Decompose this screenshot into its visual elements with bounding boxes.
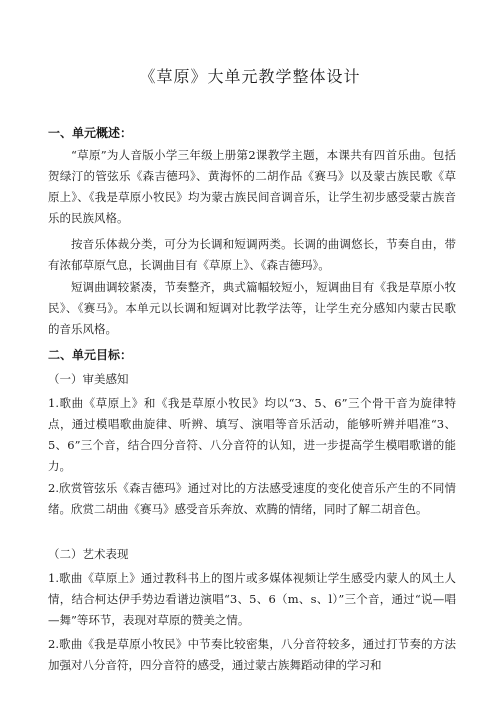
overview-paragraph-2: 按音乐体裁分类，可分为长调和短调两类。长调的曲调悠长，节奏自由，带有浓郁草原气息，长调曲目有《草原上》、《森吉德玛》。 bbox=[48, 237, 456, 272]
overview-paragraph-1: “草原”为人音版小学三年级上册第2课教学主题，本课共有四首乐曲。包括贺绿汀的管弦乐《森吉德玛》、黄海怀的二胡作品《赛马》以及蒙古族民歌《草原上》、《我是草原小牧民》均为蒙古族民间音调音乐，让学生初步感受蒙古族音乐的民族风格。 bbox=[48, 148, 456, 225]
goal-item-expression-2: 2.歌曲《我是草原小牧民》中节奏比较密集，八分音符较多，通过打节奏的方法加强对八分音符，四分音符的感受，通过蒙古族舞蹈动律的学习和 bbox=[48, 637, 456, 672]
page-title: 《草原》大单元教学整体设计 bbox=[139, 67, 361, 86]
section-heading-overview: 一、单元概述： bbox=[48, 126, 133, 140]
subheading-aesthetic-perception: （一）审美感知 bbox=[48, 372, 129, 386]
subheading-artistic-expression: （二）艺术表现 bbox=[48, 547, 129, 561]
goal-item-expression-1: 1.歌曲《草原上》通过教科书上的图片或多媒体视频让学生感受内蒙人的风土人情，结合柯达伊手势边看谱边演唱“3、5、6（m、s、l）”三个音，通过“说—唱—舞”等环节，表现对草原的赞美之情。 bbox=[48, 571, 456, 627]
goal-item-aesthetic-2: 2.欣赏管弦乐《森吉德玛》通过对比的方法感受速度的变化使音乐产生的不同情绪。欣赏二胡曲《赛马》感受音乐奔放、欢腾的情绪，同时了解二胡音色。 bbox=[48, 481, 456, 516]
goal-item-aesthetic-1: 1.歌曲《草原上》和《我是草原小牧民》均以“3、5、6”三个骨干音为旋律特点，通过模唱歌曲旋律、听辨、填写、演唱等音乐活动，能够听辨并唱准“3、5、6”三个音，结合四分音符、八分音符的认知，进一步提高学生模唱歌谱的能力。 bbox=[48, 396, 456, 473]
overview-paragraph-3: 短调曲调较紧凑，节奏整齐，典式篇幅较短小，短调曲目有《我是草原小牧民》、《赛马》。本单元以长调和短调对比教学法等，让学生充分感知内蒙古民歌的音乐风格。 bbox=[48, 280, 456, 336]
section-heading-goals: 二、单元目标： bbox=[48, 348, 133, 362]
